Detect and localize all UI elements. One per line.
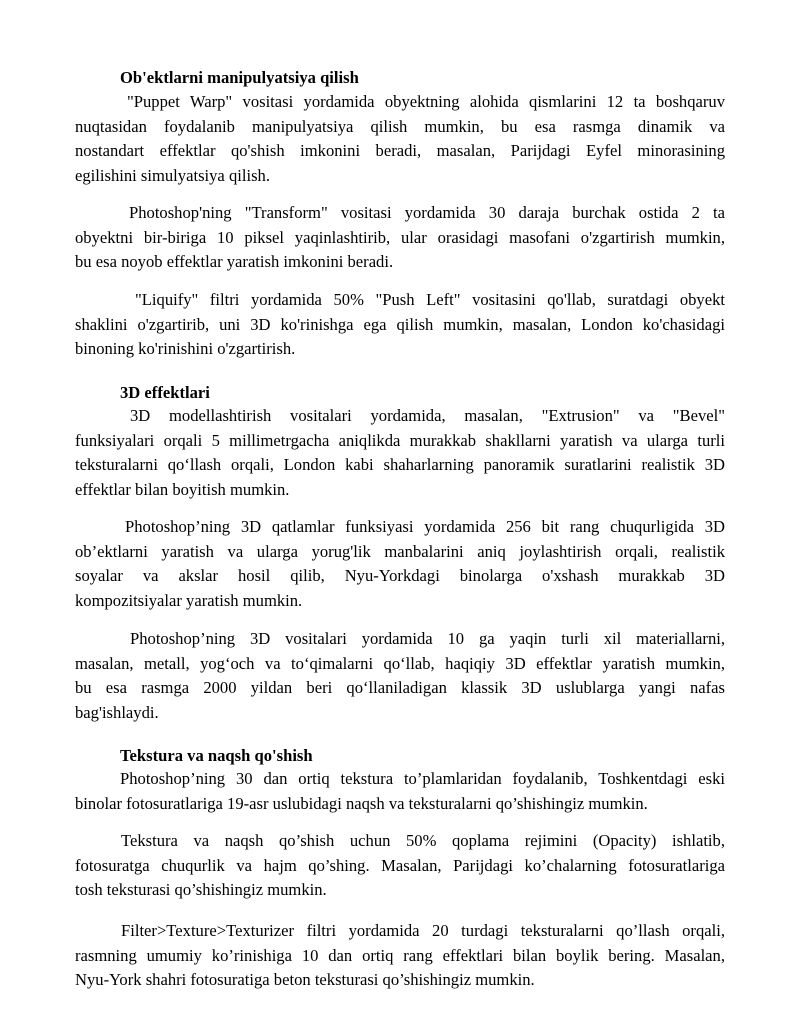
paragraph-texture-sets bbox=[75, 767, 725, 816]
paragraph-opacity bbox=[75, 829, 725, 903]
paragraph-transform bbox=[75, 201, 725, 275]
paragraph-line: shaklini o'zgartirib, uni 3D ko'rinishga ega qilish mumkin, masalan, London ko'chasidagi bbox=[75, 314, 725, 334]
paragraph-line: nostandart effektlar qo'shish imkonini beradi, masalan, Parijdagi Eyfel minorasining bbox=[75, 141, 725, 160]
paragraph-line: soyalar va akslar hosil qilib, Nyu-Yorkdagi binolarga o'xshash murakkab 3D bbox=[75, 566, 725, 585]
paragraph-line: binolar fotosuratlariga 19-asr uslubidagi naqsh va teksturalarni qo’shishingiz mumkin. bbox=[75, 793, 648, 813]
paragraph-line: 3D modellashtirish vositalari yordamida, masalan, "Extrusion" va "Bevel" bbox=[130, 406, 725, 425]
paragraph-line: Filter>Texture>Texturizer filtri yordamida 20 turdagi teksturalarni qo’llash orqali, bbox=[121, 921, 725, 940]
paragraph-texturizer bbox=[75, 919, 725, 993]
paragraph-line: nuqtasidan foydalanib manipulyatsiya qilish mumkin, bu esa rasmga dinamik va bbox=[75, 116, 725, 136]
paragraph-line: "Liquify" filtri yordamida 50% "Push Left" vositasini qo'llab, suratdagi obyekt bbox=[135, 290, 725, 309]
paragraph-line: kompozitsiyalar yaratish mumkin. bbox=[75, 590, 303, 610]
paragraph-line: bu esa rasmga 2000 yildan beri qo‘llaniladigan klassik 3D uslublarga yangi nafas bbox=[75, 678, 725, 697]
paragraph-line: bag'ishlaydi. bbox=[75, 702, 159, 722]
paragraph-line: effektlar bilan boyitish mumkin. bbox=[75, 479, 290, 499]
paragraph-line: teksturalarni qo‘llash orqali, London kabi shaharlarning panoramik suratlarini realistik 3D bbox=[75, 455, 725, 474]
paragraph-line: Nyu-York shahri fotosuratiga beton teksturasi qo’shishingiz mumkin. bbox=[75, 970, 535, 989]
paragraph-line: masalan, metall, yog‘och va to‘qimalarni qo‘llab, haqiqiy 3D effektlar yaratish mumkin, bbox=[75, 653, 725, 673]
paragraph-line: obyektni bir-biriga 10 piksel yaqinlashtirib, ular orasidagi masofani o'zgartirish mumkin, bbox=[75, 227, 725, 247]
paragraph-line: Photoshop'ning "Transform" vositasi yordamida 30 daraja burchak ostida 2 ta bbox=[129, 203, 725, 222]
paragraph-3d-layers bbox=[75, 515, 725, 613]
paragraph-line: binoning ko'rinishini o'zgartirish. bbox=[75, 339, 296, 358]
paragraph-line: rasmning umumiy ko’rinishiga 10 dan ortiq rang effektlari bilan boylik bering. Masalan, bbox=[75, 945, 725, 965]
paragraph-line: ob’ektlarni yaratish va ularga yorug'lik manbalarini aniq joylashtirish orqali, realistik bbox=[75, 541, 725, 561]
paragraph-liquify bbox=[75, 288, 725, 362]
paragraph-line: funksiyalari orqali 5 millimetrgacha aniqlikda murakkab shakllarni yaratish va ularga turli bbox=[75, 430, 725, 450]
paragraph-3d-modeling bbox=[75, 404, 725, 502]
paragraph-line: fotosuratga chuqurlik va hajm qo’shing. Masalan, Parijdagi ko’chalarning fotosuratlariga bbox=[75, 855, 725, 875]
paragraph-line: Photoshop’ning 30 dan ortiq tekstura to’plamlaridan foydalanib, Toshkentdagi eski bbox=[120, 769, 725, 788]
section-heading-texture: Tekstura va naqsh qo'shish bbox=[120, 746, 313, 765]
paragraph-line: tosh teksturasi qo’shishingiz mumkin. bbox=[75, 880, 327, 899]
paragraph-puppet-warp bbox=[75, 90, 725, 188]
paragraph-line: Photoshop’ning 3D vositalari yordamida 10 ga yaqin turli xil materiallarni, bbox=[130, 629, 725, 648]
paragraph-line: Tekstura va naqsh qo’shish uchun 50% qoplama rejimini (Opacity) ishlatib, bbox=[121, 831, 725, 850]
paragraph-line: "Puppet Warp" vositasi yordamida obyektning alohida qismlarini 12 ta boshqaruv bbox=[127, 92, 725, 111]
paragraph-line: Photoshop’ning 3D qatlamlar funksiyasi yordamida 256 bit rang chuqurligida 3D bbox=[125, 517, 725, 536]
paragraph-line: egilishini simulyatsiya qilish. bbox=[75, 165, 270, 185]
section-heading-manipulation: Ob'ektlarni manipulyatsiya qilish bbox=[120, 68, 359, 87]
section-heading-3d-effects: 3D effektlari bbox=[120, 383, 210, 402]
paragraph-line: bu esa noyob effektlar yaratish imkonini beradi. bbox=[75, 252, 394, 271]
paragraph-3d-materials bbox=[75, 627, 725, 725]
